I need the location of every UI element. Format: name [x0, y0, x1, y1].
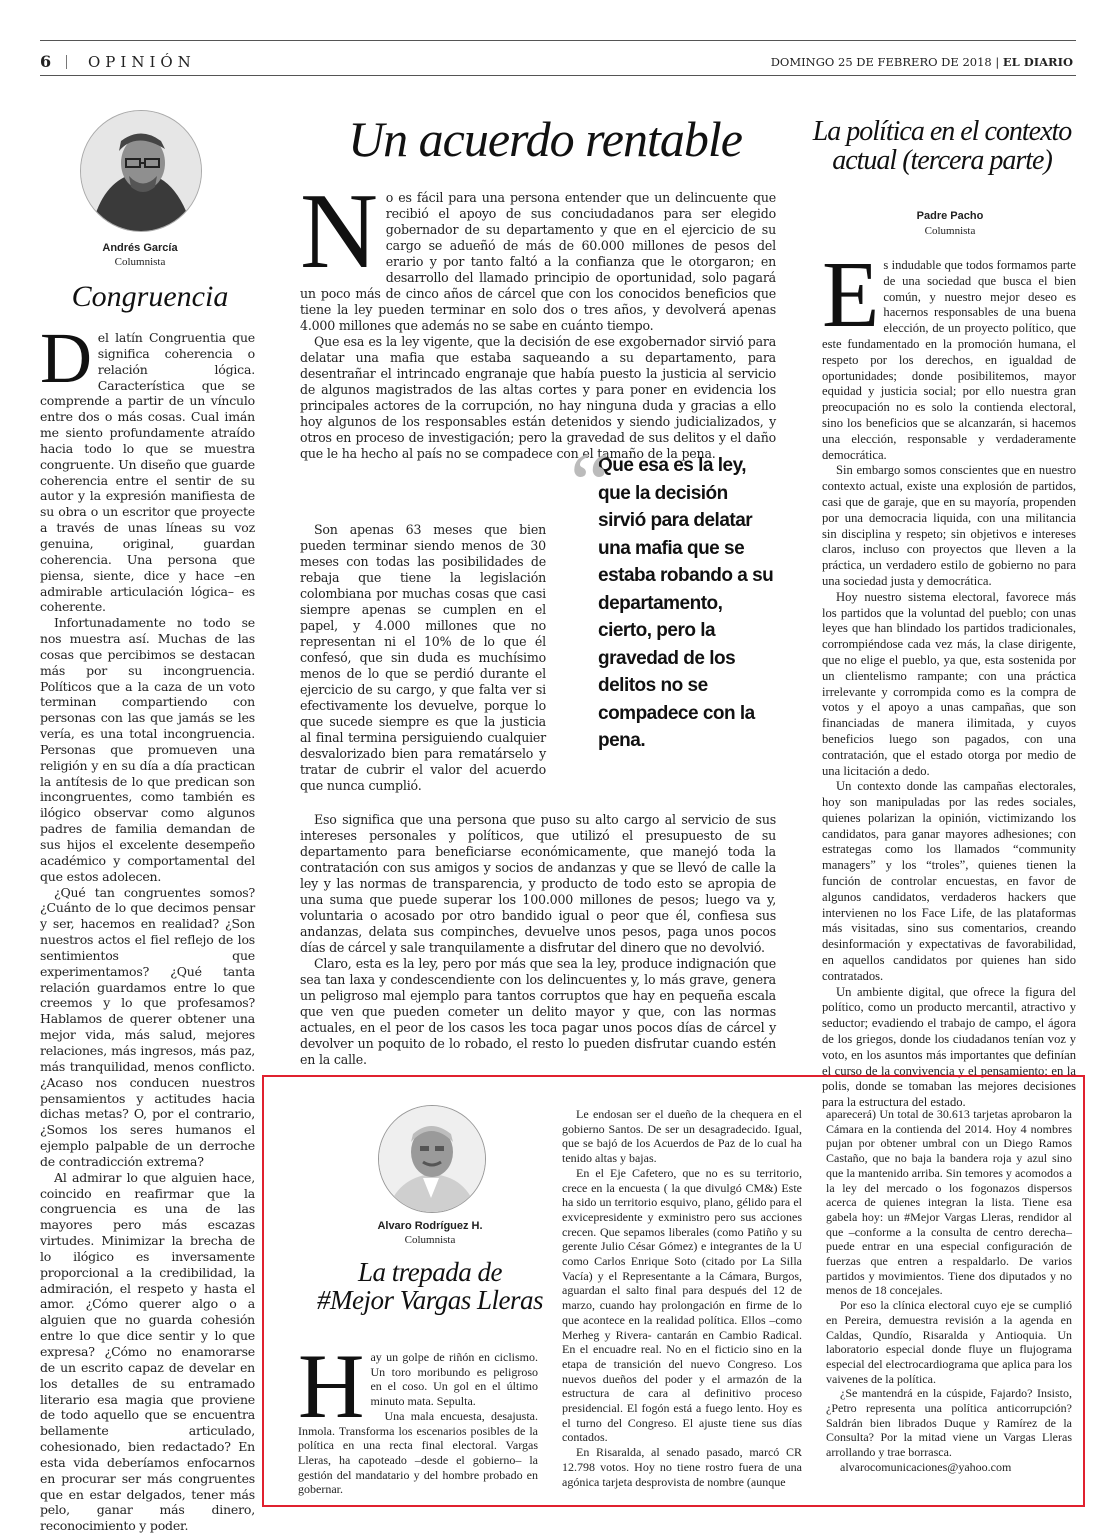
author-name-col1: Andrés García [102, 242, 178, 254]
article-title-line1: La trepada de [358, 1257, 502, 1287]
paragraph: Eso significa que una persona que puso su alto cargo al servicio de sus intereses personales y políticos, que utilizó el presupuesto de su departamento para beneficiarse económicamente, que manejó toda la contratación con sus amigos y socios de andanzas y que se llevó de calle la ley y las normas de transparencia, y producto de todo esto se apropia de una suma que puede superar los 100.000 millones de pesos; luego va y, voluntaria o acosado por otro bandido igual o peor que él, confiesa sus andanzas, delata sus compinches, devuelve unos pesos, paga unos pocos días de cárcel y sale tranquilamente a disfrutar del dinero que no devolvió. [300, 812, 776, 955]
article-body-col2-narrow [300, 522, 546, 794]
avatar-andres-garcia [80, 110, 202, 232]
paragraph: s indudable que todos formamos parte de una sociedad que busca el bien común, y nuestro mejor deseo es hacernos responsables de una buena elección, de un proyecto político, que este fundamentado en la promoción humana, el respeto por los derechos, en igualdad de oportunidades; donde posibilitemos, mayor equidad y justicia social; por ello nuestra gran preocupación no es solo la contienda electoral, sino los beneficios que se alcanzarán, si hacemos una elección, responsable y verdaderamente democrática. [822, 258, 1076, 462]
header-divider [66, 55, 67, 69]
author-role-col1: Columnista [114, 256, 166, 268]
page-number: 6 [40, 52, 53, 71]
article-title-box [290, 1258, 570, 1315]
paragraph: o es fácil para una persona entender que un delincuente que recibió el apoyo de sus conciudadanos para ser elegido gobernador de su departamento y que en el ejercicio de su cargo se adueñó de más de 60.000 millones de pesos del erario y por tanto faltó a la confianza que le otorgaron; en desarrollo del llamado principio de oportunidad, solo pagará un poco más de cinco años de cárcel que con los conocidos beneficios que tiene la ley pueden terminar en solo dos o tres años, y devolverá apenas 4.000 millones que además no se sabe en cuánto tiempo. [300, 190, 776, 333]
paragraph: Por eso la clínica electoral cuyo eje se cumplió en Pereira, demuestra revisión a la agenda en Caldas, Qundío, Risaralda y Antioquia. Un laboratorio especial donde fluye un flujograma especial del electrocardiograma que aplica para los vaivenes de la política. [826, 1298, 1072, 1386]
paragraph: aparecerá) Un total de 30.613 tarjetas aprobaron la Cámara en la contienda del 2014. Hoy 4 nombres pujan por obtener umbral con un Diego Ramos Castaño, que no baja la bandera roja y azul sino que la mantenido arriba. Sin temores y acomodos a la ley del mercado o los fogonazos dispersos acerca de quienes integran la lista. Tiene esa gabela hoy: un #Mejor Vargas Lleras, rendidor al que –conforme a la consulta de centro derecha– puede entrar en una especial configuración de fuerzas que entren a respaldarlo. De varios partidos y movimientos. Tiene dos diputados y no menos de 18 concejales. [826, 1107, 1072, 1298]
author-role-col3: Columnista [924, 225, 976, 237]
paragraph: Le endosan ser el dueño de la chequera en el gobierno Santos. De ser un desagradecido. Igual, que se bajó de los Acuerdos de Paz de lo cual ha tenido altas y bajas. [562, 1107, 802, 1166]
author-email: alvarocomunicaciones@yahoo.com [840, 1459, 1012, 1474]
article-body-col2-bottom [300, 812, 776, 1068]
paragraph: Hoy nuestro sistema electoral, favorece más los partidos que la voluntad del pueblo; con unas leyes que han blindado los partidos tradicionales, corrompiéndose cada vez más, la clase dirigente, que no elige el pueblo, ya que, esta sostenida por un clientelismo rampante; con una práctica irrelevante y corrompida como es la compra de votos y el apoyo a unas campañas, que son financiadas de manera ilimitada, y cuyos beneficios luego son pagados, con una contratación, que el estado otorga por medio de una licitación a dedo. [822, 589, 1076, 778]
section-name: OPINIÓN [88, 53, 196, 71]
paragraph: En el Eje Cafetero, que no es su territorio, crece en la encuesta ( la que divulgó CM&) Este ha sido un territorio esquivo, plano, gélido para el exvicepresidente y exministro pero sus acciones crecen. Que sepamos liberales (como Patiño y su gerente Julio César Gómez) e integrantes de la U como Carlos Enrique Soto (citado por La Silla Vacía) y el Representante a la Cámara, Burgos, aguardan el salto final para después del 12 de marzo, cuando hay prolongación en firme de lo que acontece en la realidad política. Ellos –como Merheg y Rivera- cantarán en Cambio Radical. En el encuadre real. No en el ficticio sino en la etapa de transición del nuevo Congreso. Los nuevos dueños del poder y el armazón de la estructura de cara al definitivo proceso presidencial. El fogón está a fuego lento. Hoy es el turno del Congreso. El ajuste tiene sus días contados. [562, 1165, 802, 1445]
paragraph: Un contexto donde las campañas electorales, hoy son manipuladas por las redes sociales, quienes polarizan la opinión, victimizando los candidatos, para ganar mayores adhesiones; con estrategas como los llamados “community managers” y los “troles”, quienes tienen la función de controlar encuestas, en favor de algunos candidatos, verdaderos hackers que intervienen no los Face Life, de las plataformas más visitadas, sino sus comentarios, creando desinformación y expectativas de favorabilidad, en aquellos candidatos por quienes han sido contratados. [822, 779, 1076, 983]
paragraph: Sin embargo somos conscientes que en nuestro contexto actual, existe una explosión de partidos, casi que de garaje, que en su mayoría, propenden por una democracia liquida, con una militancia sin disciplina y respeto; sin objetivos e intereses claros, incluso con proyectos que lleven a la práctica, un verdadero estilo de gobierno no para una sociedad justa y democrática. [822, 463, 1076, 588]
paragraph: ¿Se mantendrá en la cúspide, Fajardo? Insisto, ¿Petro representa una política anticorrupción? Saldrán bien librados Duque y Ramírez de la Consulta? Por la mitad viene un Vargas Lleras arrollando y trae borrasca. [826, 1386, 1072, 1460]
header-date [771, 55, 1073, 69]
author-role-box: Columnista [404, 1234, 456, 1246]
article-title-col2: Un acuerdo rentable [348, 111, 742, 167]
paragraph: Infortunadamente no todo se nos muestra así. Muchas de las cosas que percibimos se destacan más por su incongruencia. Políticos que a la caza de un voto terminan compartiendo con personas con las que jamás se les vería, es una total incongruencia. Personas que promueven una religión y en su día a día practican la antítesis de lo que predican son incongruentes, como también es ilógico observar como algunos padres de familia demandan de sus hijos el excelente desempeño académico y comportamental del que estos adolecen. [40, 615, 255, 884]
paragraph: Que esa es la ley vigente, que la decisión de ese exgobernador sirvió para delatar una mafia que estaba saqueando a su departamento, para desentrañar el intrincado engranaje que había puesto la justicia al servicio de algunos magistrados de las altas cortes y para poner en evidencia los principales actores de la corrupción, no hay ninguna duda y gracias a ello hoy algunos de los responsables están detenidos y siendo judicializados, y otros en proceso de investigación; pero la gravedad de sus delitos y el daño que le ha hecho al país no se compadece con el tamaño de la pena. [300, 334, 776, 461]
paragraph: ¿Qué tan congruentes somos? ¿Cuánto de lo que decimos pensar y ser, hacemos en realidad? ¿Son nuestros actos el fiel reflejo de los sentimientos que experimentamos? ¿Qué tanta relación guardamos entre lo que creemos y lo que profesamos? Hablamos de querer obtener una mejor vida, más salud, mejores relaciones, más ingresos, más paz, más tranquilidad, menos conflicto. ¿Acaso nos conducen nuestros pensamientos y actitudes hacia dichas metas? O, por el contrario, ¿Somos los seres humanos el ejemplo palpable de un derroche de contradicción extrema? [40, 884, 255, 1169]
dropcap-col3: E [822, 243, 880, 347]
paragraph: Una mala encuesta, desajusta. Inmola. Transforma los escenarios posibles de la política en una recta final electoral. Vargas Lleras, ha capoteado –desde el gobierno– la gestión del mandatario y del hombre probado en gobernar. [298, 1408, 538, 1497]
paragraph: Un ambiente digital, que ofrece la figura del político, como un producto mercantil, atractivo y seductor; evadiendo el trabajo de campo, el ágora de los griegos, donde los ciudadanos tenían voz y voto, en los asuntos más importantes que definían el curso de la convivencia y el pensamiento; en la polis, donde se tomaban las mejores decisiones para la estructura del estado. [822, 984, 1076, 1110]
date-text: DOMINGO 25 DE FEBRERO DE 2018 | [770, 55, 1000, 69]
author-name-col3: Padre Pacho [916, 210, 984, 222]
article-body-box-left [298, 1335, 538, 1497]
paragraph: Son apenas 63 meses que bien pueden terminar siendo menos de 30 meses con todas las posibilidades de rebaja que tiene la legislación colombiana por muchas cosas que casi siempre apenas se cumplen en el papel, y 4.000 millones que no representan ni el 10% de lo que él confesó, que sin duda es muchísimo menos de lo que se perdió durante el ejercicio de su cargo, y que falta ver si efectivamente los devuelve, porque lo que sucede siempre es que la justicia al final termina persiguiendo cualquier desvalorizado bien para rematárselo y tratar de cubrir el valor del acuerdo que nunca cumplió. [300, 522, 546, 793]
header-rule [40, 75, 1076, 76]
paragraph: Al admirar lo que alguien hace, coincido en reafirmar que la congruencia es una de las mayores pero más escazas virtudes. Minimizar la brecha de lo ilógico es inversamente proporcional a la credibilidad, la admiración, el respeto y hasta el amor. ¿Cómo querer algo o a alguien que no guarda cohesión entre lo que dice sentir y lo que expresa? ¿Cómo no enamorarse de un escrito capaz de develar en los detalles de su entramado literario esa magia que proviene de todo aquello que se encuentra bellamente articulado, cohesionado, bien redactado? En esta vida deberíamos enfocarnos en procurar ser más congruentes que en estar delgados, tener más pelo, ganar más dinero, reconocimiento y poder. [40, 1169, 255, 1534]
paragraph: ay un golpe de riñón en ciclismo. Un toro moribundo es peligroso en el coso. Un gol en el último minuto mata. Sepulta. [370, 1350, 538, 1409]
dropcap-col2: N [300, 172, 378, 291]
article-title-col3: La política en el contexto actual (tercera parte) [812, 116, 1072, 177]
paragraph: el latín Congruentia que significa coherencia o relación lógica. Característica que se comprende a partir de un vínculo entre dos o más cosas. Cual imán me siento profundamente atraído hacia todo lo que se muestra congruente. Un diseño que guarde coherencia entre el sentir de su autor y la expresión manifiesta de su obra o un escritor que proyecte a través de unas líneas su voz genuina, original, guardan coherencia. Una persona que piensa, siente, dice y hace –en admirable articulación lógica– es coherente. [40, 330, 255, 615]
article-body-box-right [826, 1107, 1072, 1475]
author-name-box: Alvaro Rodríguez H. [377, 1220, 483, 1232]
pull-quote [566, 435, 778, 755]
article-body-col2-top [300, 172, 776, 462]
quote-mark-icon: “ [570, 435, 610, 534]
article-body-box-mid [562, 1107, 802, 1489]
article-title-col1: Congruencia [71, 280, 229, 313]
paragraph: En Risaralda, al senado pasado, marcó CR 12.798 votos. Hoy no tiene rostro fuera de una agónica tarjeta desprovista de nombre (aunque [562, 1445, 802, 1489]
article-title-line2: #Mejor Vargas Lleras [316, 1285, 543, 1316]
top-rule [40, 40, 1076, 41]
paper-name: EL DIARIO [1002, 55, 1073, 69]
pull-quote-text: Que esa es la ley, que la decisión sirvió para delatar una mafia que se estaba robando a su departamento, cierto, pero la gravedad de los delitos no se compadece con la pena. [598, 455, 774, 751]
dropcap-box: H [298, 1335, 365, 1437]
dropcap-col1: D [40, 318, 92, 398]
article-body-col1 [40, 318, 255, 1534]
avatar-alvaro-rodriguez [378, 1105, 486, 1213]
paragraph: Claro, esta es la ley, pero por más que sea la ley, produce indignación que sea tan laxa y condescendiente con los delincuentes y, lo más grave, genera un peligroso mal ejemplo para tantos corruptos que hay en pequeña escala que ven que pueden cometer un delito mayor y que, con las normas actuales, en el peor de los casos les toca pagar unos pocos días de cárcel y devolver un poquito de lo robado, el resto lo pueden disfrutar cuando estén en la calle. [300, 956, 776, 1067]
article-body-col3 [822, 243, 1076, 1111]
